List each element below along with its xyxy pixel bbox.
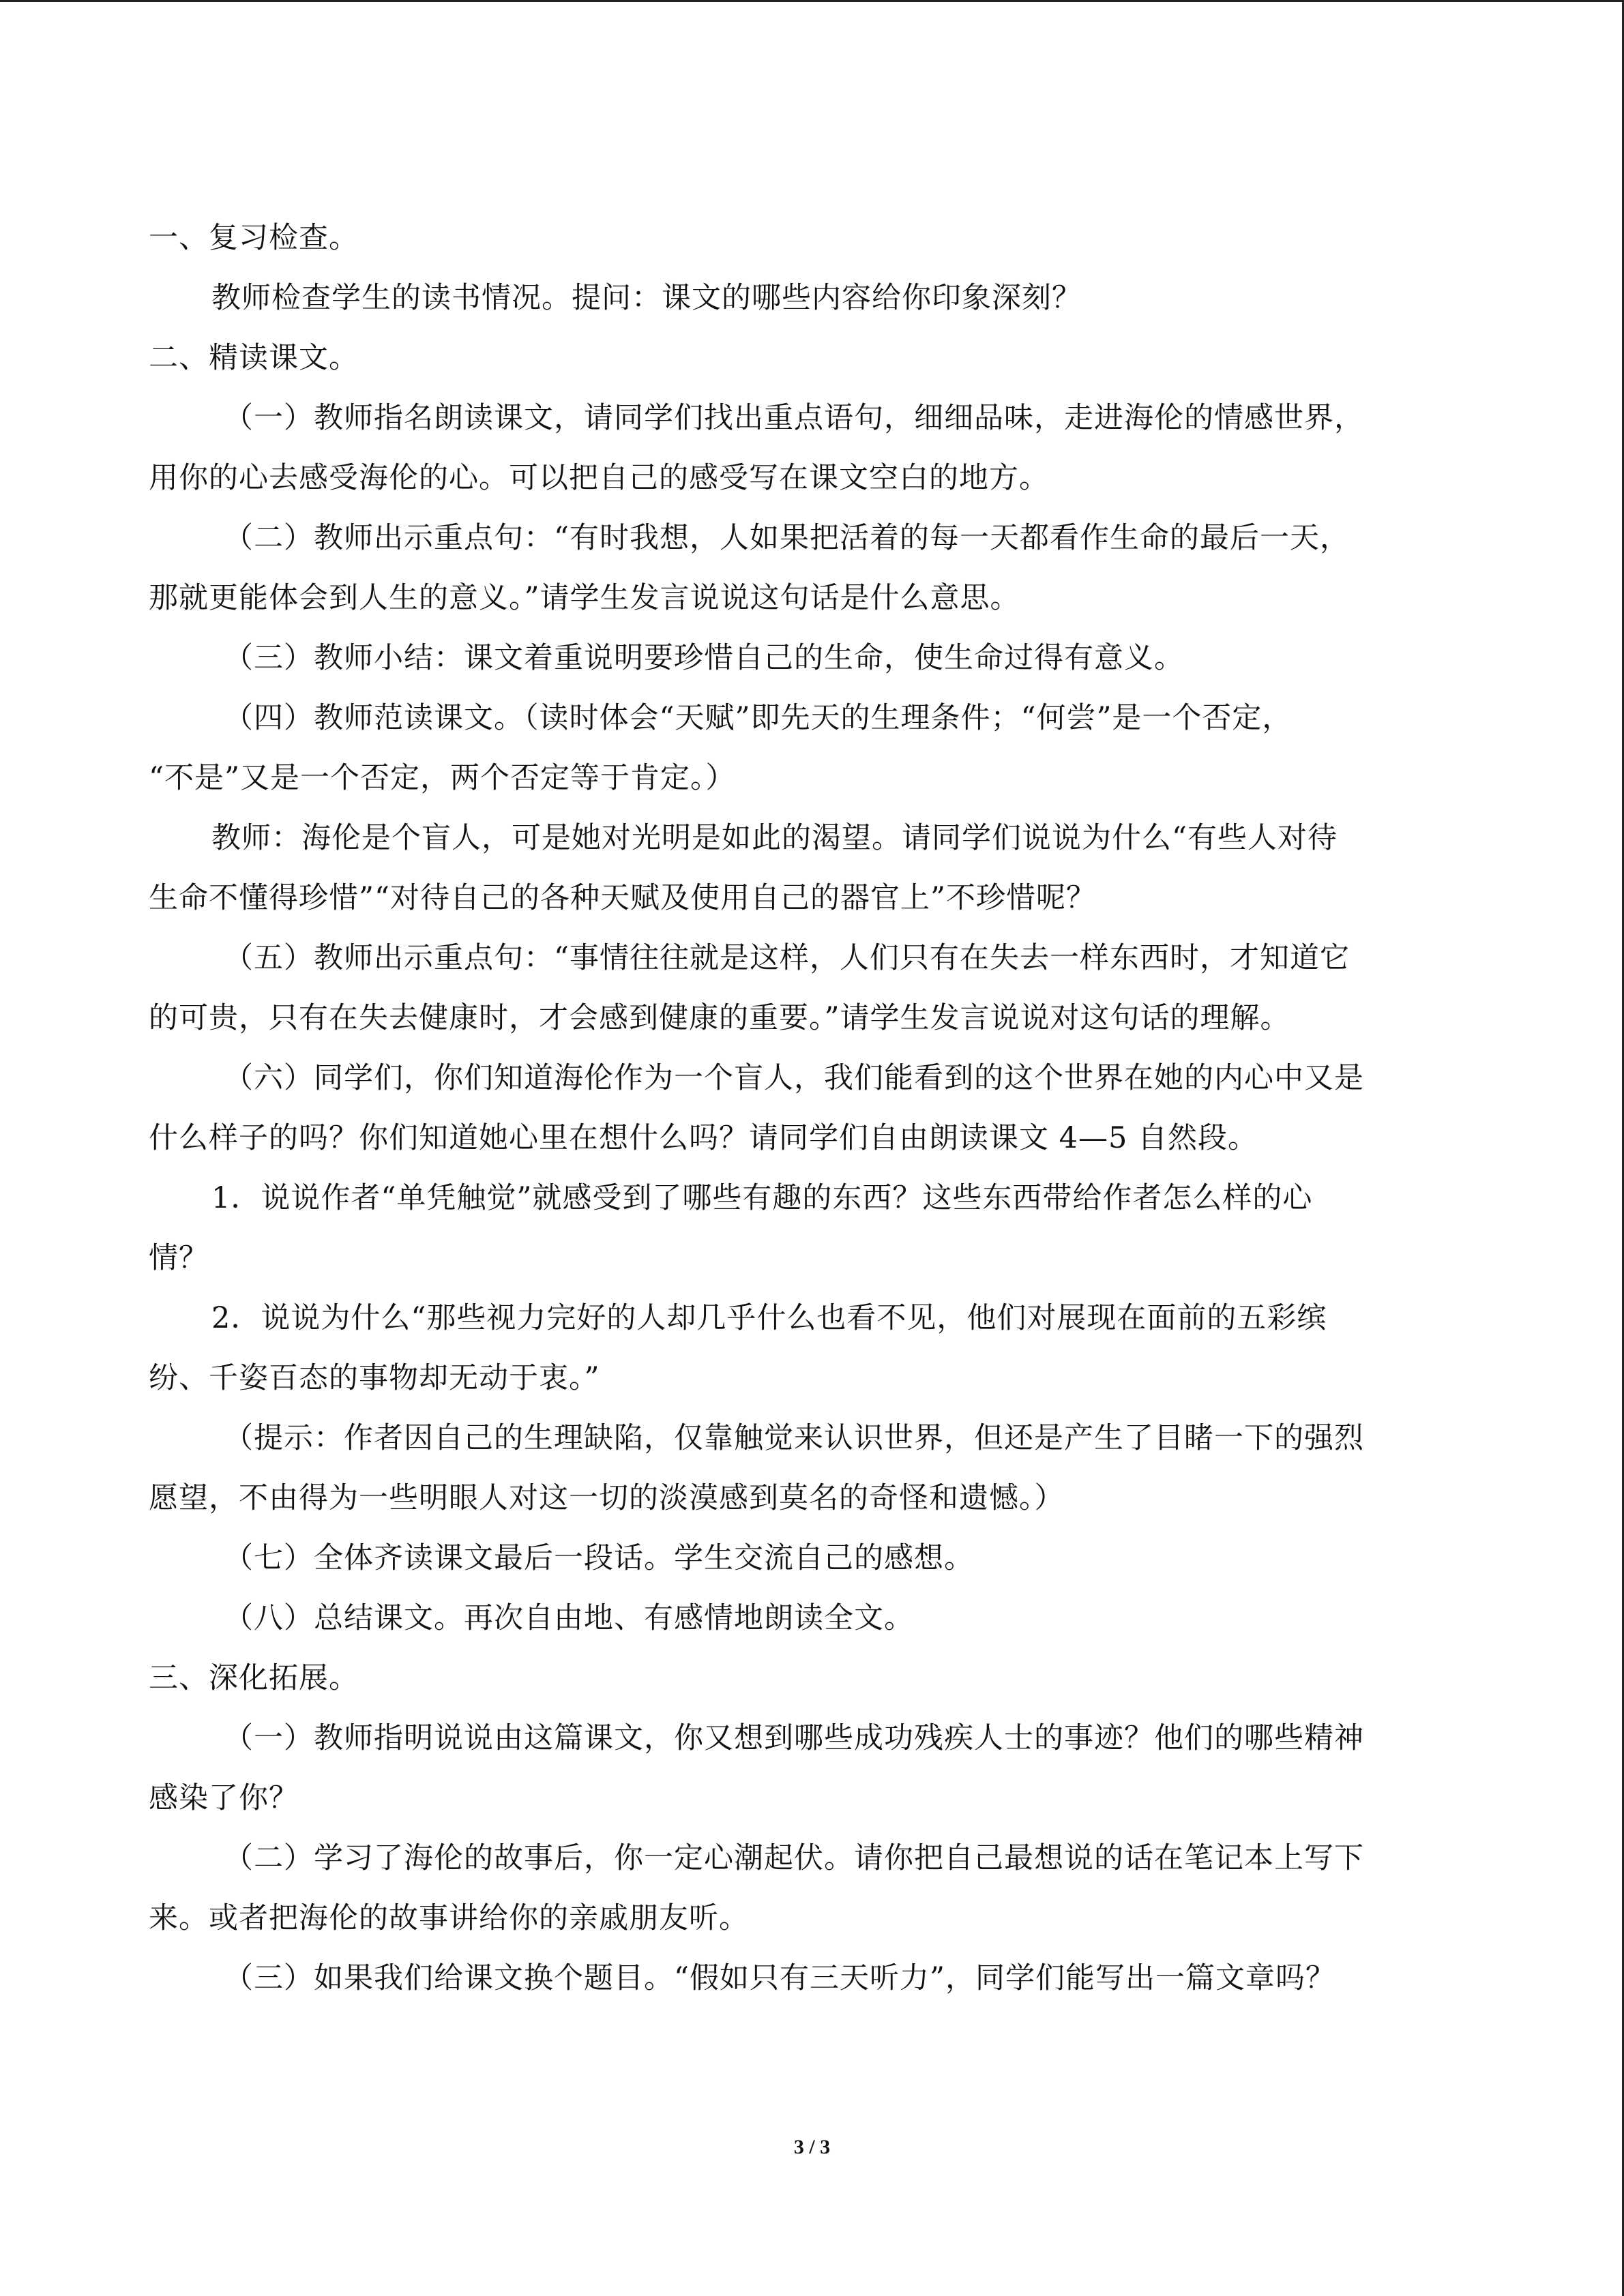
section-heading-review: 一、复习检查。 [149, 221, 359, 255]
paragraph-line: 感染了你？ [149, 1781, 299, 1815]
paragraph-line: （四）教师范读课文。（读时体会“天赋”即先天的生理条件；“何尝”是一个否定， [224, 701, 1293, 735]
page-border-top [0, 0, 1624, 2]
section-heading-extension: 三、深化拓展。 [149, 1661, 359, 1695]
paragraph-line: 教师：海伦是个盲人，可是她对光明是如此的渴望。请同学们说说为什么“有些人对待 [211, 821, 1338, 855]
paragraph-line: （一）教师指明说说由这篇课文，你又想到哪些成功残疾人士的事迹？他们的哪些精神 [224, 1721, 1364, 1755]
paragraph-line: 纷、千姿百态的事物却无动于衷。” [149, 1361, 600, 1395]
document-body [149, 208, 1458, 2008]
paragraph-line: 教师检查学生的读书情况。提问：课文的哪些内容给你印象深刻？ [211, 281, 1082, 315]
paragraph-line: （五）教师出示重点句：“事情往往就是这样，人们只有在失去一样东西时，才知道它 [224, 941, 1350, 975]
page-number: 3 / 3 [793, 2136, 831, 2158]
paragraph-line: 来。或者把海伦的故事讲给你的亲戚朋友听。 [149, 1901, 749, 1935]
section-heading-close-reading: 二、精读课文。 [149, 341, 359, 375]
paragraph-line: （六）同学们，你们知道海伦作为一个盲人，我们能看到的这个世界在她的内心中又是 [224, 1061, 1364, 1095]
paragraph-line: （三）教师小结：课文着重说明要珍惜自己的生命，使生命过得有意义。 [224, 641, 1184, 675]
paragraph-line: 什么样子的吗？你们知道她心里在想什么吗？请同学们自由朗读课文 4—5 自然段。 [149, 1121, 1258, 1155]
paragraph-line: 情？ [149, 1241, 209, 1275]
paragraph-line: （三）如果我们给课文换个题目。“假如只有三天听力”，同学们能写出一篇文章吗？ [224, 1961, 1335, 1995]
paragraph-line: （二）学习了海伦的故事后，你一定心潮起伏。请你把自己最想说的话在笔记本上写下 [224, 1841, 1364, 1875]
paragraph-line: （七）全体齐读课文最后一段话。学生交流自己的感想。 [224, 1541, 974, 1575]
paragraph-line: 用你的心去感受海伦的心。可以把自己的感受写在课文空白的地方。 [149, 461, 1049, 495]
paragraph-line: （提示：作者因自己的生理缺陷，仅靠触觉来认识世界，但还是产生了目睹一下的强烈 [224, 1421, 1364, 1455]
paragraph-line: 1．说说作者“单凭触觉”就感受到了哪些有趣的东西？这些东西带给作者怎么样的心 [211, 1181, 1313, 1215]
paragraph-line: 生命不懂得珍惜”“对待自己的各种天赋及使用自己的器官上”不珍惜呢？ [149, 881, 1096, 915]
paragraph-line: 那就更能体会到人生的意义。”请学生发言说说这句话是什么意思。 [149, 581, 1020, 615]
paragraph-line: 的可贵，只有在失去健康时，才会感到健康的重要。”请学生发言说说对这句话的理解。 [149, 1001, 1290, 1035]
paragraph-line: （八）总结课文。再次自由地、有感情地朗读全文。 [224, 1601, 914, 1635]
paragraph-line: （二）教师出示重点句：“有时我想，人如果把活着的每一天都看作生命的最后一天， [224, 521, 1350, 555]
paragraph-line: 愿望，不由得为一些明眼人对这一切的淡漠感到莫名的奇怪和遗憾。） [149, 1481, 1065, 1515]
paragraph-line: 2．说说为什么“那些视力完好的人却几乎什么也看不见，他们对展现在面前的五彩缤 [211, 1301, 1327, 1335]
paragraph-line: “不是”又是一个否定，两个否定等于肯定。） [149, 761, 736, 795]
paragraph-line: （一）教师指名朗读课文，请同学们找出重点语句，细细品味，走进海伦的情感世界， [224, 401, 1364, 435]
